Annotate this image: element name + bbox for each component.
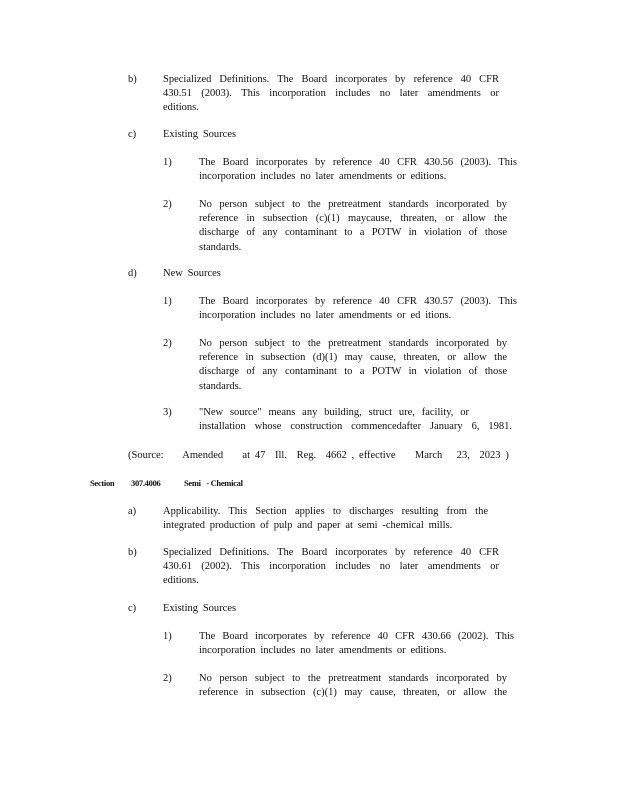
item-label: d) — [128, 268, 137, 279]
item-label: 2) — [163, 673, 172, 684]
text-line: The Board incorporates by reference 40 CFR 430.57 (2003). This — [199, 296, 517, 307]
item-label: 3) — [163, 407, 172, 418]
text-line: reference in subsection (d)(1) may cause, threaten, or allow the — [199, 352, 507, 364]
section-title: Semi - Chemical — [184, 478, 243, 488]
item-label: 1) — [163, 157, 172, 168]
item-text — [163, 546, 499, 589]
text-line: No person subject to the pretreatment standards incorporated by — [199, 673, 507, 684]
text-line: editions. — [163, 575, 199, 587]
item-text: Existing Sources — [163, 603, 237, 614]
text-line: Applicability. This Section applies to discharges resulting from the — [163, 506, 488, 517]
item-text — [199, 337, 507, 394]
text-line: standards. — [199, 241, 242, 253]
section-word: Section — [90, 478, 115, 488]
text-line: reference in subsection (c)(1) may cause, threaten, or allow the — [199, 687, 507, 699]
item-label: c) — [128, 129, 137, 140]
text-line: incorporation includes no later amendments or editions. — [199, 645, 447, 657]
text-line: discharge of any contaminant to a POTW in violation of those — [199, 366, 507, 378]
text-line: Specialized Definitions. The Board incorporates by reference 40 CFR — [163, 547, 499, 558]
item-text — [199, 406, 512, 434]
item-text — [199, 630, 514, 658]
text-line: 430.61 (2002). This incorporation includes no later amendments or — [163, 561, 499, 573]
item-text — [163, 505, 488, 533]
item-text — [199, 295, 517, 323]
text-line: standards. — [199, 380, 242, 392]
section-number: 307.4006 — [131, 478, 161, 488]
source-note: (Source: Amended at 47 Ill. Reg. 4662 , effective March 23, 2023 ) — [128, 450, 509, 461]
text-line: installation whose construction commencedafter January 6, 1981. — [199, 421, 512, 433]
text-line: discharge of any contaminant to a POTW in violation of those — [199, 227, 507, 239]
text-line: The Board incorporates by reference 40 CFR 430.66 (2002). This — [199, 631, 514, 642]
item-label: 2) — [163, 199, 172, 210]
item-text — [163, 73, 499, 116]
text-line: Specialized Definitions. The Board incorporates by reference 40 CFR — [163, 74, 499, 85]
text-line: integrated production of pulp and paper at semi -chemical mills. — [163, 520, 453, 532]
item-label: c) — [128, 603, 137, 614]
item-text — [199, 156, 517, 184]
text-line: editions. — [163, 102, 199, 114]
text-line: The Board incorporates by reference 40 CFR 430.56 (2003). This — [199, 157, 517, 168]
item-text — [199, 672, 507, 700]
item-text: Existing Sources — [163, 129, 237, 140]
text-line: incorporation includes no later amendments or ed itions. — [199, 310, 452, 322]
text-line: No person subject to the pretreatment standards incorporated by — [199, 338, 507, 349]
item-label: 1) — [163, 296, 172, 307]
text-line: No person subject to the pretreatment standards incorporated by — [199, 199, 507, 210]
item-label: b) — [128, 74, 137, 85]
item-label: 1) — [163, 631, 172, 642]
text-line: reference in subsection (c)(1) maycause, threaten, or allow the — [199, 213, 507, 225]
item-text: New Sources — [163, 268, 221, 279]
item-text — [199, 198, 507, 255]
item-label: b) — [128, 547, 137, 558]
text-line: 430.51 (2003). This incorporation includes no later amendments or — [163, 88, 499, 100]
text-line: incorporation includes no later amendments or editions. — [199, 171, 447, 183]
item-label: 2) — [163, 338, 172, 349]
item-label: a) — [128, 506, 137, 517]
text-line: "New source" means any building, struct ure, facility, or — [199, 407, 469, 418]
